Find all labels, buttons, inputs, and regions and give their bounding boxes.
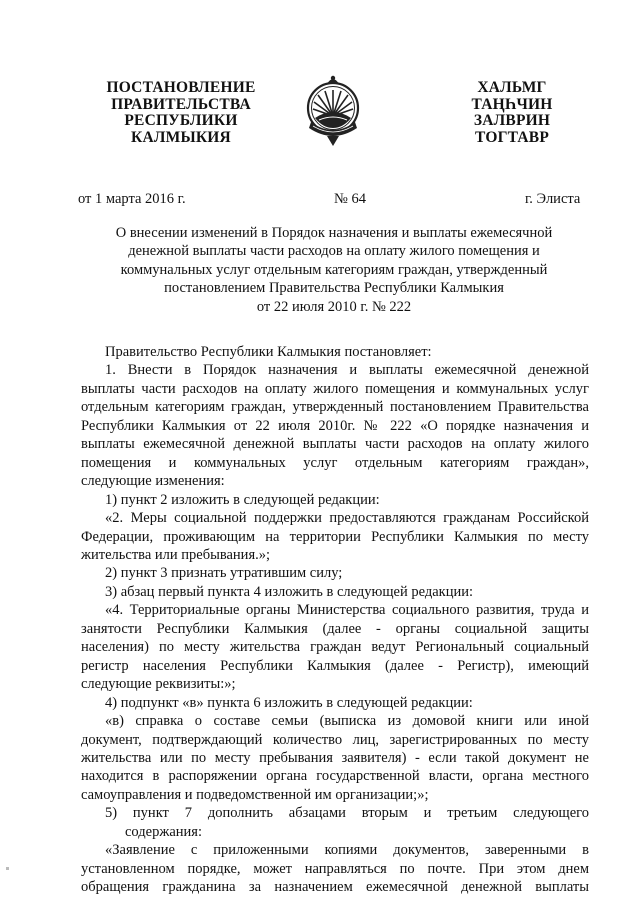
body-line: регистр населения Республики Калмыкия (далее - Регистр), имеющий	[81, 657, 589, 674]
body-line: 4) подпункт «в» пункта 6 изложить в следующей редакции:	[105, 694, 473, 711]
header-right-line: ТАҢҺЧИН	[471, 95, 553, 113]
header-left-russian	[96, 80, 266, 146]
body-line: документ, подтверждающий количество лиц, зарегистрированных по месту	[81, 731, 589, 748]
document-number: № 64	[334, 191, 366, 207]
body-line: отдельным категориям граждан, утвержденный постановлением Правительства	[81, 399, 589, 416]
body-line: Федерации, проживающим на территории Республики Калмыкия по месту	[81, 528, 589, 545]
body-line: самоуправления и подведомственной им организации;»;	[81, 786, 429, 803]
title-line: от 22 июля 2010 г. № 222	[256, 298, 412, 315]
body-line: Правительство Республики Калмыкия постановляет:	[105, 344, 432, 360]
body-line: «Заявление с приложенными копиями документов, заверенными в	[105, 842, 589, 859]
body-line: 2) пункт 3 признать утратившим силу;	[105, 565, 343, 582]
margin-mark	[6, 867, 9, 870]
document-date: от 1 марта 2016 г.	[78, 191, 186, 207]
body-line: «2. Меры социальной поддержки предоставляются гражданам Российской	[105, 510, 589, 527]
document-title	[98, 224, 570, 316]
body-line: 3) абзац первый пункта 4 изложить в следующей редакции:	[105, 583, 474, 600]
header-right-kalmyk	[452, 80, 572, 146]
header-left-line: РЕСПУБЛИКИ	[124, 112, 238, 130]
title-line: постановлением Правительства Республики Калмыкия	[164, 280, 504, 297]
body-line: следующие изменения:	[81, 473, 225, 490]
body-line: жительства или по месту пребывания заявителя) - если такой документ не	[81, 749, 589, 766]
body-line: помещения и коммунальных услуг отдельным категориям граждан»,	[81, 454, 589, 471]
body-line: находится в распоряжении органа государственной власти, органа местного	[81, 768, 589, 785]
body-line: установленном порядке, может направляться по почте. При этом днем	[81, 860, 589, 877]
header-right-line: ЗАЛВРИН	[473, 112, 551, 130]
coat-of-arms-icon	[303, 70, 363, 148]
header-left-line: КАЛМЫКИЯ	[131, 128, 231, 146]
body-line: «в) справка о составе семьи (выписка из домовой книги или иной	[105, 713, 589, 730]
header-right-line: ТОГТАВР	[474, 128, 550, 146]
body-line: населения) по месту жительства граждан ведут Региональный социальный	[81, 639, 589, 656]
body-line: содержания:	[125, 823, 203, 840]
header-right-line: ХАЛЬМГ	[477, 79, 547, 96]
body-line: выплаты части расходов на оплату жилого помещения и коммунальных услуг	[81, 380, 589, 397]
document-city: г. Элиста	[525, 191, 581, 207]
body-line: 1. Внести в Порядок назначения и выплаты ежемесячной денежной	[105, 362, 589, 379]
header-left-line: ПОСТАНОВЛЕНИЕ	[106, 79, 256, 96]
body-line: выплаты ежемесячной денежной выплаты части расходов на оплату жилого	[81, 436, 589, 453]
body-line: следующие реквизиты:»;	[81, 676, 236, 693]
body-line: занятости Республики Калмыкия (далее - органы социальной защиты	[81, 620, 589, 637]
body-line: 5) пункт 7 дополнить абзацами вторым и третьим следующего	[105, 805, 589, 822]
body-line: жительства или пребывания.»;	[81, 546, 271, 563]
title-line: денежной выплаты части расходов на оплату жилого помещения и	[128, 243, 540, 260]
title-line: коммунальных услуг отдельным категориям граждан, утвержденный	[120, 261, 548, 278]
body-line: обращения гражданина за назначением ежемесячной денежной выплаты	[81, 879, 589, 896]
body-line: «4. Территориальные органы Министерства социального развития, труда и	[105, 602, 589, 619]
title-line: О внесении изменений в Порядок назначения и выплаты ежемесячной	[115, 225, 553, 241]
body-line: Республики Калмыкия от 22 июля 2010г. № 222 «О порядке назначения и	[81, 417, 589, 434]
header-left-line: ПРАВИТЕЛЬСТВА	[111, 95, 251, 113]
body-line: 1) пункт 2 изложить в следующей редакции:	[105, 491, 380, 508]
document-body	[81, 343, 589, 897]
